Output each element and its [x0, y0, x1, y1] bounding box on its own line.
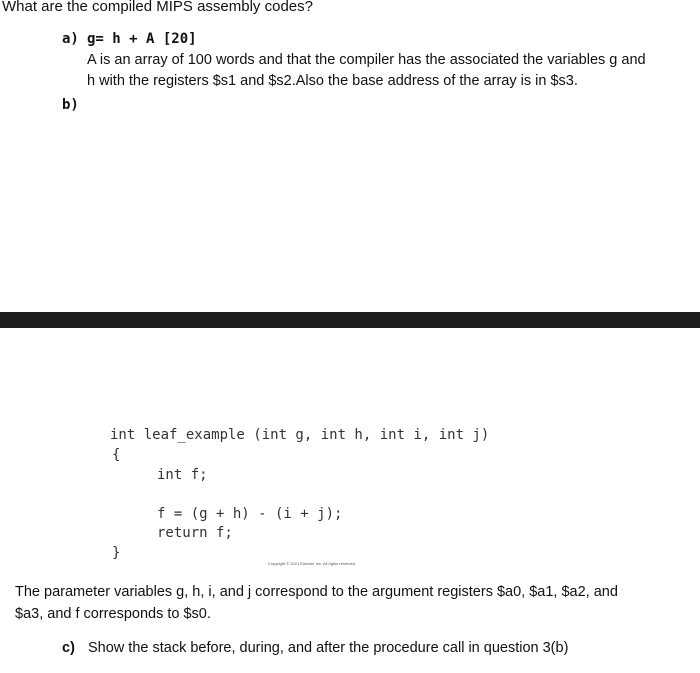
parameter-description-line1: The parameter variables g, h, i, and j correspond to the argument registers $a0, $a1, $a2, and	[15, 584, 618, 600]
code-open-brace: {	[112, 447, 121, 463]
parameter-description-line2: $a3, and f corresponds to $s0.	[15, 606, 211, 622]
part-a-description-line2: h with the registers $s1 and $s2.Also the base address of the array is in $s3.	[87, 73, 578, 89]
code-function-signature: int leaf_example (int g, int h, int i, int j)	[110, 427, 490, 443]
part-a-expression: g= h + A [20]	[87, 31, 197, 47]
section-divider	[0, 312, 700, 328]
part-c-text: Show the stack before, during, and after the procedure call in question 3(b)	[88, 640, 569, 656]
code-close-brace: }	[112, 545, 121, 561]
part-b-label: b)	[62, 97, 79, 113]
question-heading: What are the compiled MIPS assembly codes?	[2, 0, 313, 15]
copyright-notice: Copyright © 2021 Elsevier Inc. All rights reserved	[268, 561, 355, 566]
code-declaration: int f;	[157, 467, 208, 483]
part-a-description-line1: A is an array of 100 words and that the compiler has the associated the variables g and	[87, 52, 646, 68]
code-return-statement: return f;	[157, 525, 233, 541]
code-assignment: f = (g + h) - (i + j);	[157, 506, 343, 522]
part-a-label: a)	[62, 31, 79, 47]
part-c-label: c)	[62, 640, 75, 656]
